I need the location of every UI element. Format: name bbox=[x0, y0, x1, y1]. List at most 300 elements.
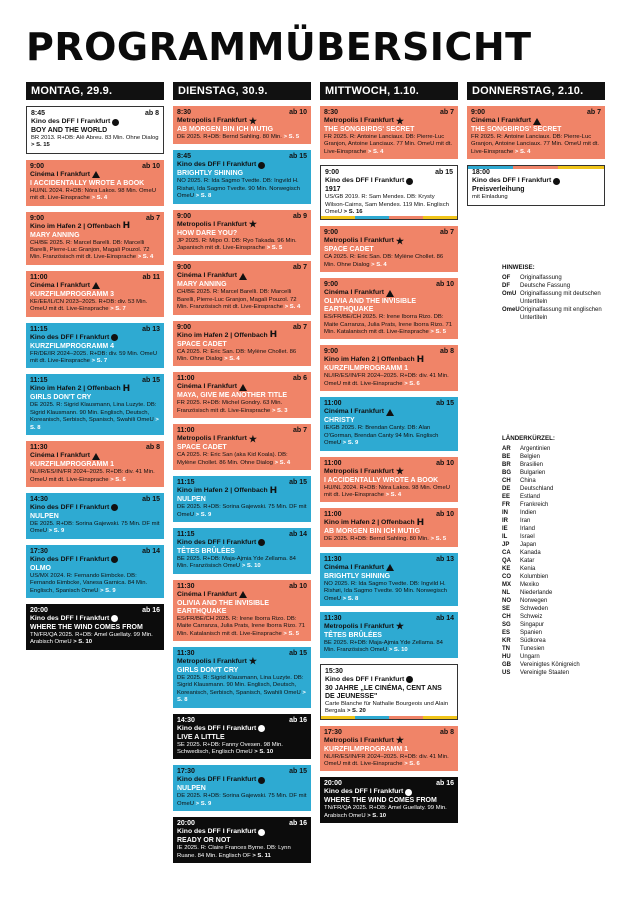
event-time: 17:30 bbox=[324, 728, 342, 736]
event-details: BE 2025. R+DB: Maja-Ajmia Yde Zellama. 84 Min. Französisch OmeU bbox=[324, 639, 443, 654]
event-description bbox=[177, 793, 307, 808]
event-card bbox=[320, 508, 458, 546]
star-icon: ★ bbox=[248, 433, 257, 444]
venue-name: Kino des DFF I Frankfurt bbox=[177, 776, 257, 784]
event-description bbox=[471, 134, 601, 156]
event-details: SE 2025. R+DB: Fanny Ovesen. 98 Min. Schwedisch, Englisch OmeU bbox=[177, 741, 283, 755]
event-venue bbox=[177, 435, 307, 443]
event-venue bbox=[177, 776, 307, 784]
legend-code: DF bbox=[502, 283, 510, 289]
legend-row bbox=[502, 581, 620, 589]
event-description bbox=[324, 640, 454, 655]
event-card bbox=[26, 604, 164, 650]
venue-name: Metropolis I Frankfurt bbox=[177, 117, 247, 124]
legend-meaning: Norwegen bbox=[520, 598, 548, 604]
legend-row bbox=[502, 533, 620, 541]
event-time-row bbox=[324, 281, 454, 289]
event-title: AB MORGEN BIN ICH MUTIG bbox=[177, 126, 274, 133]
event-card bbox=[26, 493, 164, 539]
event-card bbox=[173, 765, 311, 811]
legend-row bbox=[502, 306, 620, 322]
venue-name: Cinéma I Frankfurt bbox=[471, 117, 532, 124]
event-description bbox=[177, 134, 307, 141]
day-header: DONNERSTAG, 2.10. bbox=[467, 82, 605, 100]
legend-code: MX bbox=[502, 582, 511, 588]
event-time: 9:00 bbox=[177, 264, 192, 272]
cinema-triangle-icon bbox=[239, 384, 247, 391]
legend-code: AR bbox=[502, 446, 511, 452]
page-reference: > S. 5 bbox=[283, 630, 299, 637]
event-description bbox=[177, 349, 307, 364]
event-title: KURZFILMPROGRAMM 4 bbox=[30, 342, 114, 350]
hafen-h-icon: H bbox=[416, 517, 425, 528]
legend-code: IR bbox=[502, 518, 508, 524]
event-age: ab 10 bbox=[289, 582, 307, 590]
venue-name: Kino des DFF I Frankfurt bbox=[325, 675, 405, 683]
legend-code: BE bbox=[502, 454, 511, 460]
legend-code: US bbox=[502, 670, 511, 676]
page-reference: > S. 4 bbox=[224, 356, 240, 363]
event-time-row bbox=[325, 169, 453, 177]
event-venue bbox=[325, 676, 453, 684]
event-details: DE 2025. R+DB: Sorina Gajewski. 75 Min. DF mit OmeU bbox=[177, 793, 307, 807]
event-time-row bbox=[177, 717, 307, 725]
venue-name: Kino im Hafen 2 | Offenbach bbox=[324, 356, 415, 364]
venue-name: Cinéma I Frankfurt bbox=[30, 281, 91, 289]
page-reference: > S. 6 bbox=[404, 380, 420, 387]
event-title: BOY AND THE WORLD bbox=[31, 127, 108, 134]
event-venue bbox=[471, 117, 601, 125]
page-reference: > S. 7 bbox=[110, 306, 126, 313]
legend-code: BG bbox=[502, 470, 511, 476]
event-details: DE 2025. R+DB: Bernd Sahling. 80 Min. bbox=[324, 536, 429, 543]
day-column-tuesday bbox=[173, 82, 311, 869]
event-age: ab 15 bbox=[289, 153, 307, 161]
venue-name: Cinéma I Frankfurt bbox=[30, 170, 91, 178]
page-reference: > S. 8 bbox=[177, 689, 306, 704]
event-details: IE/GB 2025. R: Brendan Canty. DB: Alan O'Gorman, Brendan Canty 94 Min. Englisch OmeU bbox=[324, 425, 439, 447]
page-reference: > S. 4 bbox=[274, 459, 291, 466]
star-icon: ★ bbox=[395, 621, 404, 632]
event-card bbox=[173, 210, 311, 256]
event-card bbox=[173, 261, 311, 314]
page-reference: > S. 6 bbox=[110, 476, 126, 483]
event-details: CA 2025. R: Eric San (aka Kid Koala). DB: Mylène Chollet. 86 Min. Ohne Dialog bbox=[177, 452, 288, 466]
venue-name: Kino im Hafen 2 | Offenbach bbox=[30, 385, 121, 393]
event-venue bbox=[324, 117, 454, 125]
legend-meaning: Argentinien bbox=[520, 446, 551, 452]
page-reference: > S. 3 bbox=[271, 407, 288, 414]
event-title: NULPEN bbox=[177, 496, 206, 504]
legend-code: GB bbox=[502, 662, 511, 668]
legend-code: OmU bbox=[502, 291, 517, 297]
event-age: ab 10 bbox=[289, 109, 307, 116]
event-time: 11:15 bbox=[30, 325, 48, 333]
event-description bbox=[472, 194, 600, 201]
event-time-row bbox=[324, 460, 454, 468]
legend-code: IE bbox=[502, 526, 508, 532]
event-time: 9:00 bbox=[30, 214, 45, 222]
event-description bbox=[30, 188, 160, 203]
legend-row bbox=[502, 613, 620, 621]
event-age: ab 10 bbox=[436, 511, 454, 519]
venue-name: Kino des DFF I Frankfurt bbox=[177, 161, 257, 169]
legend-row bbox=[502, 445, 620, 453]
event-venue bbox=[177, 539, 307, 547]
event-time: 11:00 bbox=[324, 459, 342, 467]
event-card bbox=[320, 106, 458, 159]
event-description bbox=[177, 845, 307, 860]
event-description bbox=[324, 134, 454, 156]
event-venue bbox=[324, 237, 454, 245]
event-description bbox=[30, 573, 160, 595]
legend-meaning: Katar bbox=[520, 558, 535, 564]
event-card bbox=[320, 345, 458, 391]
legend-meaning: Schweden bbox=[520, 606, 549, 612]
legend-meaning: Singapur bbox=[520, 622, 545, 628]
event-time: 11:30 bbox=[324, 614, 342, 622]
venue-name: Kino im Hafen 2 | Offenbach bbox=[324, 519, 415, 527]
legend-code: HU bbox=[502, 654, 511, 660]
legend-row bbox=[502, 282, 620, 290]
event-age: ab 6 bbox=[292, 375, 307, 383]
event-description bbox=[177, 504, 307, 519]
event-card bbox=[320, 777, 458, 823]
event-venue bbox=[177, 658, 307, 666]
event-time-row bbox=[177, 820, 307, 828]
event-age: ab 15 bbox=[289, 768, 307, 776]
legend-meaning: Estland bbox=[520, 494, 541, 500]
event-description bbox=[30, 240, 160, 262]
legend-meaning: Brasilien bbox=[520, 462, 544, 468]
page-reference: > S. 10 bbox=[73, 639, 93, 646]
cinema-triangle-icon bbox=[533, 118, 541, 125]
event-time-row bbox=[177, 109, 307, 117]
venue-name: Kino des DFF I Frankfurt bbox=[324, 788, 404, 796]
legend-row bbox=[502, 274, 620, 282]
cinema-triangle-icon bbox=[92, 282, 100, 289]
legend-meaning: Deutschland bbox=[520, 486, 554, 492]
event-card bbox=[26, 212, 164, 265]
event-description bbox=[30, 402, 160, 432]
legend-code: OF bbox=[502, 275, 511, 281]
page-reference: > S. 11 bbox=[252, 852, 271, 859]
legend-meaning: Kenia bbox=[520, 566, 536, 572]
event-age: ab 8 bbox=[145, 444, 160, 452]
event-details: NL/IR/ES/IN/FR 2024–2025. R+DB: div. 41 Min. OmeU mit dt. Live-Einsprache bbox=[324, 753, 449, 767]
hinweise-title: HINWEISE: bbox=[502, 264, 535, 271]
event-time: 8:30 bbox=[324, 109, 339, 116]
legend-row bbox=[502, 669, 620, 677]
venue-name: Cinéma I Frankfurt bbox=[324, 563, 385, 571]
event-title: KURZFILMPROGRAMM 1 bbox=[324, 745, 408, 753]
legend-row bbox=[502, 549, 620, 557]
event-title: OLMO bbox=[30, 564, 51, 572]
legend-meaning: Originalfassung bbox=[520, 275, 562, 281]
event-card bbox=[173, 106, 311, 144]
page-reference: > S. 5 bbox=[266, 245, 283, 252]
event-title: NULPEN bbox=[177, 785, 206, 793]
event-time: 9:00 bbox=[30, 162, 45, 170]
event-venue bbox=[324, 356, 454, 364]
event-description bbox=[325, 194, 453, 216]
country-codes-legend bbox=[502, 435, 620, 677]
legend-code: OmeU bbox=[502, 307, 520, 313]
event-details: NL/IR/ES/IN/FR 2024–2025. R+DB: div. 41 Min. OmeU mit dt. Live-Einsprache bbox=[324, 373, 449, 387]
page-reference: > S. 4 bbox=[371, 261, 387, 268]
legend-row bbox=[502, 629, 620, 637]
event-title: SPACE CADET bbox=[177, 340, 227, 348]
event-age: ab 8 bbox=[439, 728, 454, 736]
page-reference: > S. 4 bbox=[385, 491, 402, 498]
cinema-triangle-icon bbox=[386, 409, 394, 416]
event-card bbox=[173, 321, 311, 367]
event-title: 1917 bbox=[325, 186, 341, 194]
legend-code: NL bbox=[502, 590, 510, 596]
legend-meaning: Originalfassung mit englischen Untertiteln bbox=[520, 307, 602, 321]
event-description bbox=[31, 135, 159, 150]
hafen-h-icon: H bbox=[122, 383, 131, 394]
event-venue bbox=[177, 161, 307, 169]
event-venue bbox=[324, 519, 454, 527]
event-title: NULPEN bbox=[30, 512, 59, 520]
event-details: FR 2025. R: Antoine Lanciaux. DB: Pierre-Luc Granjon, Antoine Lanciaux. 77 Min. OmeU mit dt. Live-Einsprache bbox=[471, 134, 600, 155]
cinema-circle-icon bbox=[258, 829, 265, 836]
venue-name: Kino des DFF I Frankfurt bbox=[177, 538, 257, 546]
star-icon: ★ bbox=[395, 466, 404, 476]
event-time-row bbox=[177, 479, 307, 487]
event-age: ab 15 bbox=[142, 495, 160, 503]
page-reference: > S. 4 bbox=[91, 195, 108, 202]
event-description bbox=[30, 469, 160, 484]
event-time-row bbox=[177, 531, 307, 539]
venue-name: Metropolis I Frankfurt bbox=[324, 736, 394, 744]
legend-row bbox=[502, 645, 620, 653]
legend-row bbox=[502, 290, 620, 306]
event-age: ab 7 bbox=[292, 264, 307, 272]
event-card bbox=[320, 664, 458, 720]
legend-code: QA bbox=[502, 558, 511, 564]
event-time: 11:30 bbox=[324, 555, 342, 563]
legend-code: KE bbox=[502, 566, 511, 572]
event-description bbox=[30, 299, 160, 314]
venue-name: Kino des DFF I Frankfurt bbox=[30, 333, 110, 341]
legend-code: CH bbox=[502, 478, 511, 484]
event-time: 9:00 bbox=[325, 169, 340, 177]
event-description bbox=[177, 289, 307, 311]
event-venue bbox=[324, 788, 454, 796]
event-description bbox=[324, 805, 454, 820]
event-card bbox=[173, 476, 311, 522]
legend-code: ES bbox=[502, 630, 511, 636]
legend-row bbox=[502, 517, 620, 525]
event-title: THE SONGBIRDS' SECRET bbox=[471, 126, 562, 133]
legend-row bbox=[502, 493, 620, 501]
event-time: 9:00 bbox=[177, 323, 192, 331]
day-header: MITTWOCH, 1.10. bbox=[320, 82, 458, 100]
event-age: ab 16 bbox=[289, 820, 307, 828]
event-description bbox=[177, 616, 307, 638]
page-reference: > S. 15 bbox=[31, 142, 50, 149]
legend-row bbox=[502, 621, 620, 629]
event-time: 11:30 bbox=[177, 582, 195, 590]
event-description bbox=[325, 701, 453, 716]
legend-row bbox=[502, 637, 620, 645]
cinema-circle-icon bbox=[112, 119, 119, 126]
venue-name: Metropolis I Frankfurt bbox=[324, 467, 394, 475]
venue-name: Kino des DFF I Frankfurt bbox=[30, 614, 110, 622]
page-reference: > S. 7 bbox=[91, 358, 108, 365]
page-reference: > S. 16 bbox=[343, 209, 363, 216]
event-details: HU/NL 2024. R+DB: Nóra Lakos. 98 Min. OmeU mit dt. Live-Einsprache bbox=[30, 187, 156, 202]
event-venue bbox=[324, 468, 454, 476]
event-title: LIVE A LITTLE bbox=[177, 733, 225, 741]
event-age: ab 15 bbox=[289, 479, 307, 487]
legend-meaning: Vereinigtes Königreich bbox=[520, 662, 580, 668]
cinema-triangle-icon bbox=[386, 290, 394, 297]
cinema-circle-icon bbox=[553, 178, 560, 185]
event-venue bbox=[177, 383, 307, 391]
hafen-h-icon: H bbox=[269, 330, 278, 341]
venue-name: Kino des DFF I Frankfurt bbox=[472, 177, 552, 185]
event-description bbox=[30, 351, 160, 366]
event-age: ab 11 bbox=[142, 273, 160, 281]
event-title: GIRLS DON'T CRY bbox=[177, 666, 239, 674]
day-column-monday bbox=[26, 82, 164, 656]
event-details: BE 2025. R+DB: Maja-Ajmia Yde Zellama. 84 Min. Französisch OmeU bbox=[177, 555, 296, 570]
event-description bbox=[324, 485, 454, 500]
event-details: CA 2025. R: Eric San. DB: Mylène Chollet. 86 Min. Ohne Dialog bbox=[324, 254, 444, 268]
day-header: DIENSTAG, 30.9. bbox=[173, 82, 311, 100]
event-title: READY OR NOT bbox=[177, 837, 231, 845]
event-time: 11:15 bbox=[177, 479, 195, 487]
event-time-row bbox=[177, 768, 307, 776]
venue-name: Kino des DFF I Frankfurt bbox=[31, 118, 111, 125]
event-title: I ACCIDENTALLY WROTE A BOOK bbox=[30, 179, 145, 187]
event-details: IE 2025. R: Claire Frances Byrne. DB: Lynn Ruane. 84 Min. Englisch OF bbox=[177, 845, 291, 859]
event-card bbox=[173, 647, 311, 708]
page-title: PROGRAMMÜBERSICHT bbox=[26, 25, 532, 69]
hinweise-legend bbox=[502, 264, 620, 322]
event-time: 11:00 bbox=[177, 375, 195, 383]
event-title: MARY ANNING bbox=[177, 281, 227, 289]
page-reference: > S. 9 bbox=[195, 511, 212, 518]
event-description bbox=[30, 521, 160, 536]
legend-meaning: Ungarn bbox=[520, 654, 540, 660]
event-venue bbox=[177, 221, 307, 229]
event-card bbox=[320, 397, 458, 450]
legend-meaning: Indien bbox=[520, 510, 537, 516]
event-time: 18:00 bbox=[472, 169, 490, 177]
page-reference: > S. 4 bbox=[514, 148, 531, 155]
cinema-circle-icon bbox=[406, 676, 413, 683]
legend-meaning: Deutsche Fassung bbox=[520, 283, 571, 289]
event-card bbox=[173, 714, 311, 760]
event-details: Carte Blanche für Nathalie Bourgeois und Alain Bergala bbox=[325, 700, 449, 715]
event-details: FR 2025. R+DB: Michel Gondry. 63 Min. Französisch mit dt. Live-Einsprache bbox=[177, 400, 283, 414]
event-age: ab 9 bbox=[292, 212, 307, 220]
legend-row bbox=[502, 477, 620, 485]
legend-row bbox=[502, 501, 620, 509]
cinema-circle-icon bbox=[111, 615, 118, 622]
legend-row bbox=[502, 557, 620, 565]
event-age: ab 7 bbox=[145, 214, 160, 222]
event-card bbox=[320, 226, 458, 272]
event-details: DE 2025. R+DB: Sorina Gajewski. 75 Min. DF mit OmeU bbox=[177, 504, 307, 518]
star-icon: ★ bbox=[248, 115, 257, 126]
legend-meaning: Vereinigte Staaten bbox=[520, 670, 570, 676]
event-description bbox=[324, 314, 454, 336]
event-age: ab 8 bbox=[144, 110, 159, 117]
event-venue bbox=[177, 591, 307, 599]
event-title: MARY ANNING bbox=[30, 231, 80, 239]
page-reference: > S. 8 bbox=[342, 595, 359, 602]
event-details: mit Einladung bbox=[472, 194, 508, 201]
event-age: ab 8 bbox=[439, 348, 454, 356]
legend-code: EE bbox=[502, 494, 511, 500]
event-card bbox=[467, 106, 605, 159]
event-venue bbox=[324, 737, 454, 745]
event-card bbox=[467, 165, 605, 205]
event-age: ab 7 bbox=[586, 109, 601, 116]
legend-meaning: Irland bbox=[520, 526, 536, 532]
event-time-row bbox=[30, 326, 160, 334]
event-title: HOW DARE YOU? bbox=[177, 229, 238, 237]
event-time-row bbox=[325, 668, 453, 676]
event-time: 14:30 bbox=[30, 495, 48, 503]
event-venue bbox=[30, 452, 160, 460]
event-title: 30 JAHRE „LE CINÉMA, CENT ANS DE JEUNESSE" bbox=[325, 684, 442, 700]
event-age: ab 14 bbox=[289, 530, 307, 538]
event-card bbox=[26, 441, 164, 487]
legend-meaning: Niederlande bbox=[520, 590, 553, 596]
event-venue bbox=[30, 504, 160, 512]
legend-code: SG bbox=[502, 622, 511, 628]
page-reference: > S. 5 bbox=[430, 329, 446, 336]
venue-name: Cinéma I Frankfurt bbox=[30, 452, 91, 460]
day-column-thursday bbox=[467, 82, 605, 212]
legend-code: FR bbox=[502, 502, 510, 508]
venue-name: Kino des DFF I Frankfurt bbox=[177, 724, 257, 732]
page-reference: > S. 9 bbox=[100, 587, 116, 594]
cinema-triangle-icon bbox=[92, 171, 100, 178]
event-time-row bbox=[177, 583, 307, 591]
event-time: 20:00 bbox=[324, 780, 342, 788]
event-venue bbox=[177, 272, 307, 280]
legend-meaning: Originalfassung mit deutschen Untertiteln bbox=[520, 291, 601, 305]
event-title: TÊTES BRÛLÉES bbox=[177, 547, 235, 555]
event-time: 9:00 bbox=[324, 348, 339, 356]
event-time-row bbox=[177, 375, 307, 383]
event-description bbox=[30, 632, 160, 647]
event-time: 9:00 bbox=[324, 229, 339, 237]
event-venue bbox=[30, 615, 160, 623]
star-icon: ★ bbox=[395, 735, 404, 746]
page-reference: > S. 5 bbox=[283, 134, 300, 140]
event-venue bbox=[30, 556, 160, 564]
event-title: GIRLS DON'T CRY bbox=[30, 394, 92, 402]
legend-row bbox=[502, 461, 620, 469]
event-description bbox=[177, 238, 307, 253]
cinema-circle-icon bbox=[406, 178, 413, 185]
legend-row bbox=[502, 541, 620, 549]
event-time-row bbox=[471, 109, 601, 117]
event-venue bbox=[31, 118, 159, 126]
legend-meaning: Spanien bbox=[520, 630, 543, 636]
cinema-circle-icon bbox=[111, 334, 118, 341]
page-reference: > S. 20 bbox=[346, 708, 366, 715]
event-time-row bbox=[30, 548, 160, 556]
